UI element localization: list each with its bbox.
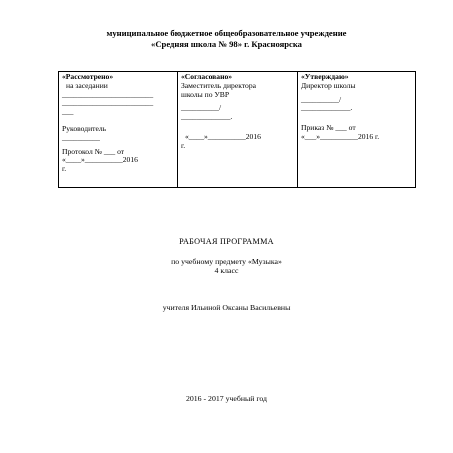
school-name-line1: муниципальное бюджетное общеобразовательное учреждение bbox=[106, 28, 347, 38]
reviewed-protocol-label: Протокол № ___ от bbox=[62, 146, 125, 156]
reviewed-date-line: «____»__________2016 bbox=[62, 155, 138, 165]
approval-table bbox=[58, 71, 416, 188]
reviewed-year-suffix: г. bbox=[62, 164, 67, 174]
approved-signature-line: __________/ bbox=[301, 94, 342, 104]
approved-order-label: Приказ № ___ от bbox=[301, 123, 356, 133]
reviewed-blank-line-2: ________________________ bbox=[62, 98, 154, 108]
program-title: РАБОЧАЯ ПРОГРАММА bbox=[179, 237, 274, 246]
approved-name-line: _____________. bbox=[301, 103, 353, 113]
agreed-position-line2: школы по УВР bbox=[181, 89, 230, 99]
reviewed-blank-line-3: ___ bbox=[62, 107, 74, 117]
approved-date-line: «___»__________2016 г. bbox=[301, 131, 380, 141]
reviewed-meeting-label: на заседании bbox=[66, 80, 108, 90]
approved-heading: «Утверждаю» bbox=[301, 72, 349, 81]
approved-cell bbox=[298, 72, 416, 188]
program-subject: по учебному предмету «Музыка» bbox=[171, 257, 282, 266]
agreed-position-line1: Заместитель директора bbox=[181, 80, 256, 90]
academic-year: 2016 - 2017 учебный год bbox=[185, 394, 268, 403]
program-teacher: учителя Ильиной Оксаны Васильевны bbox=[162, 303, 291, 312]
agreed-signature-line: __________/ bbox=[181, 103, 222, 113]
agreed-name-line: _____________. bbox=[181, 112, 233, 122]
agreed-heading: «Согласовано» bbox=[181, 72, 233, 81]
reviewed-cell bbox=[59, 72, 178, 188]
reviewed-heading: «Рассмотрено» bbox=[62, 72, 114, 81]
agreed-cell bbox=[178, 72, 298, 188]
program-grade: 4 класс bbox=[214, 266, 239, 275]
agreed-date-line: «____»__________2016 bbox=[185, 131, 261, 141]
approved-position-line: Директор школы bbox=[301, 80, 356, 90]
reviewed-head-label: Руководитель bbox=[62, 123, 107, 133]
school-name-line2: «Средняя школа № 98» г. Красноярска bbox=[151, 39, 302, 49]
agreed-year-suffix: г. bbox=[181, 140, 186, 150]
reviewed-blank-line-1: ________________________ bbox=[62, 89, 154, 99]
reviewed-head-signature-line: __________ bbox=[62, 132, 100, 142]
